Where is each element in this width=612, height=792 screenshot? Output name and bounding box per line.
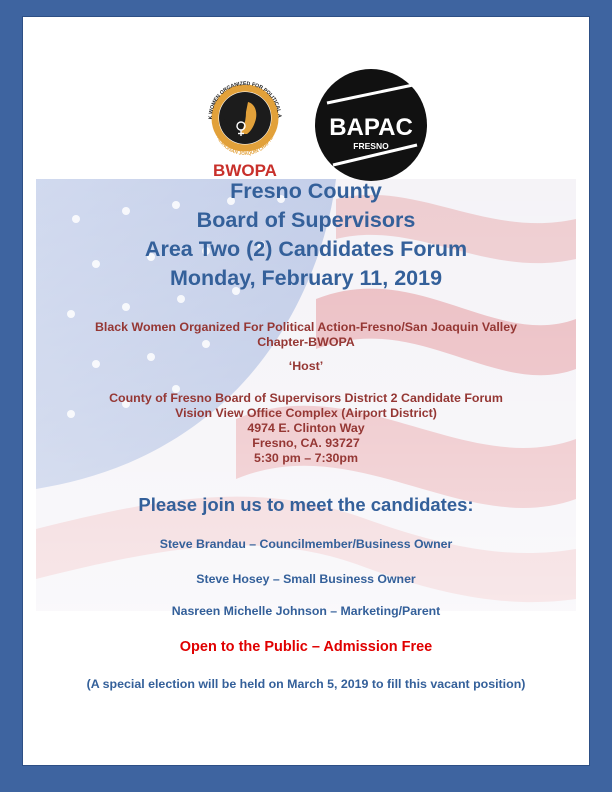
candidate-item: Nasreen Michelle Johnson – Marketing/Parent [171,604,441,618]
join-heading: Please join us to meet the candidates: [138,494,474,515]
bwopa-arc-text: K WOMEN ORGANIZED FOR POLITICAL A [207,80,283,120]
title-line-4-date: Monday, February 11, 2019 [169,266,443,290]
flyer-page [23,17,589,765]
candidate-item: Steve Hosey – Small Business Owner [196,572,416,586]
bapac-subtitle: FRESNO [353,141,389,151]
venue-details [36,391,576,466]
title-line-1: Fresno County [230,179,382,203]
venue-event: County of Fresno Board of Supervisors District 2 Candidate Forum [109,391,503,405]
event-title [36,177,576,293]
venue-place: Vision View Office Complex (Airport District) [175,406,437,420]
bapac-logo [313,67,429,183]
candidate-item: Steve Brandau – Councilmember/Business Owner [159,537,453,551]
venue-city: Fresno, CA. 93727 [252,436,360,450]
bapac-wordmark: BAPAC [329,114,413,141]
bwopa-wordmark: BWOPA [213,161,277,180]
bwopa-logo [200,72,290,182]
host-org-line-2: Chapter-BWOPA [257,335,355,349]
bwopa-lower-arc-text: FRESNO/SAN JOAQUIN CHAPTER [214,132,276,157]
host-organization [36,320,576,350]
title-line-3: Area Two (2) Candidates Forum [144,237,468,261]
venue-time: 5:30 pm – 7:30pm [254,451,358,465]
election-note: (A special election will be held on March 5, 2019 to fill this vacant position) [86,677,526,691]
host-label: ‘Host’ [288,359,324,373]
admission-notice: Open to the Public – Admission Free [179,639,433,655]
venue-street: 4974 E. Clinton Way [247,421,365,435]
title-line-2: Board of Supervisors [196,208,416,232]
host-org-line-1: Black Women Organized For Political Action-Fresno/San Joaquin Valley [94,320,518,334]
